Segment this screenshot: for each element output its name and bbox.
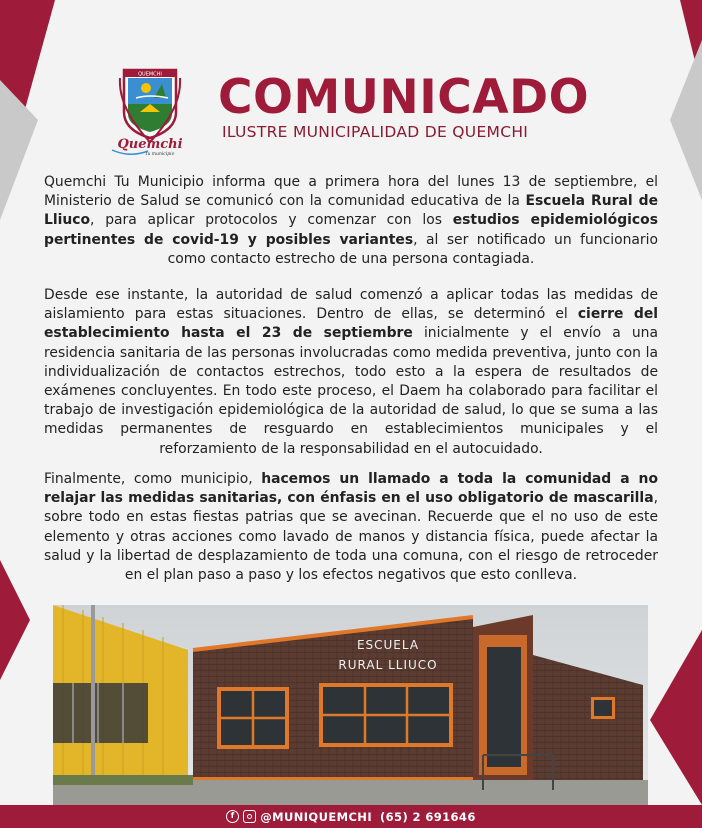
quemchi-logo bbox=[110, 64, 190, 156]
paragraph-3 bbox=[44, 470, 658, 585]
logo-crest-text: QUEMCHI bbox=[138, 71, 162, 78]
footer-content bbox=[0, 805, 702, 828]
logo-brand-text: Quemchi bbox=[117, 137, 183, 152]
paragraph-2 bbox=[44, 286, 658, 459]
text-run: inicialmente y el envío a una residencia sanitaria de las personas involucradas como medida preventiva, junto con la individualización de contactos estrechos, todo esto a la espera de resultados de exámenes concluyentes. En todo este proceso, el Daem ha colaborado para facilitar el trabajo de investigación epidemiológica de la autoridad de salud, lo que se suma a las medidas permanentes de resguardo en establecimientos municipales y el reforzamiento de la responsabilidad en el autocuidado. bbox=[44, 325, 658, 457]
text-run: Quemchi Tu Municipio informa que a primera hora del lunes 13 de septiembre, el Ministerio de Salud se comunicó con la comunidad educativa de la bbox=[44, 174, 658, 210]
header bbox=[0, 58, 702, 158]
sign-line-1: ESCUELA bbox=[356, 638, 420, 652]
text-run: Desde ese instante, la autoridad de salud comenzó a aplicar todas las medidas de aislamiento para estas situaciones. Dentro de ellas, se determinó el bbox=[44, 287, 658, 323]
text-run: , para aplicar protocolos y comenzar con los bbox=[90, 212, 453, 229]
page-subtitle: ILUSTRE MUNICIPALIDAD DE QUEMCHI bbox=[222, 123, 529, 141]
instagram-icon[interactable] bbox=[243, 810, 256, 823]
sun-icon bbox=[141, 83, 151, 93]
text-run: , sobre todo en estas fiestas patrias que se avecinan. Recuerde que el no uso de este elemento y otras acciones como lavado de manos y distancia física, puede afectar la salud y la libertad de desplazamiento de toda una comuna, con el riesgo de retroceder en el plan paso a paso y los efectos negativos que esto conlleva. bbox=[44, 490, 658, 584]
text-run: Finalmente, como municipio, bbox=[44, 471, 262, 487]
sign-line-2: RURAL LLIUCO bbox=[338, 658, 438, 672]
facebook-icon[interactable]: f bbox=[226, 810, 239, 823]
footer-bar bbox=[0, 805, 702, 828]
paragraph-1 bbox=[44, 173, 658, 269]
page-title: COMUNICADO bbox=[218, 70, 590, 125]
school-photo bbox=[53, 605, 648, 805]
text-run: Escuela Rural de Lliuco bbox=[44, 193, 658, 229]
text-run: estudios epidemiológicos pertinentes de covid-19 y posibles variantes bbox=[44, 212, 658, 248]
logo-tagline-text: tu municipio bbox=[145, 152, 175, 156]
text-run: hacemos un llamado a toda la comunidad a no relajar las medidas sanitarias, con énfasis en el uso obligatorio de mascarilla bbox=[44, 471, 658, 507]
text-run: cierre del establecimiento hasta el 23 de septiembre bbox=[44, 306, 658, 342]
text-run: , al ser notificado un funcionario como contacto estrecho de una persona contagiada. bbox=[167, 231, 658, 267]
social-handle[interactable]: @MUNIQUEMCHI bbox=[260, 809, 372, 824]
phone-number: (65) 2 691646 bbox=[380, 809, 476, 824]
